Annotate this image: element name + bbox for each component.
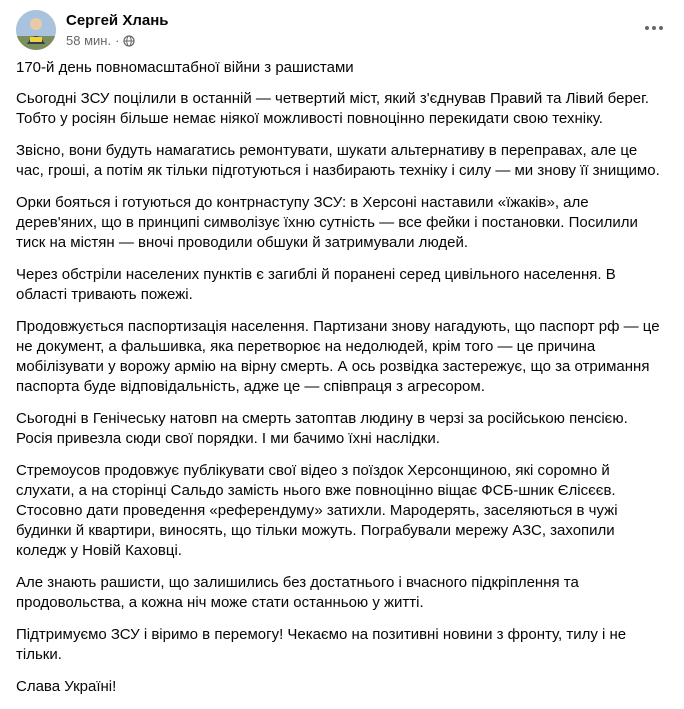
author-name[interactable]: Сергей Хлань (66, 12, 169, 29)
post-paragraph: Звісно, вони будуть намагатись ремонтувати, шукати альтернативу в переправах, але це час, гроші, а потім як тільки підготуються і назбирають техніку і силу — ми знову її знищимо. (16, 142, 660, 179)
post-paragraph: Слава Україні! (16, 678, 117, 695)
globe-icon[interactable] (123, 35, 135, 47)
post-paragraph: Сьогодні ЗСУ поцілили в останній — четвертий міст, який з'єднував Правий та Лівий берег. Тобто у росіян більше немає ніякої можливості повноцінно перекидати свою техніку. (16, 90, 649, 127)
post-meta (66, 33, 135, 48)
post-paragraph: Сьогодні в Генічеську натовп на смерть затоптав людину в черзі за російською пенсією. Росія привезла сюди свої порядки. І ми бачимо їхні наслідки. (16, 410, 628, 447)
post-paragraph: Орки бояться і готуються до контрнаступу ЗСУ: в Херсоні наставили «їжаків», але дерев'яних, що в принципі символізує їхню сутність — все фейки і постановки. Посилили тиск на містян — вночі проводили обшуки й затримували людей. (16, 194, 638, 251)
avatar-image (16, 10, 56, 50)
post-header (16, 10, 668, 52)
avatar[interactable] (16, 10, 56, 50)
more-horizontal-icon (644, 25, 664, 31)
post-options-button[interactable] (640, 14, 668, 42)
post-content (16, 58, 668, 709)
post-timestamp[interactable]: 58 мин. (66, 33, 112, 48)
post-paragraph: Через обстріли населених пунктів є загиблі й поранені серед цивільного населення. В області тривають пожежі. (16, 266, 616, 303)
post-paragraph: Стремоусов продовжує публікувати свої відео з поїздок Херсонщиною, які соромно й слухати, а на сторінці Сальдо замість нього вже повноцінно віщає ФСБ-шник Єлісєєв. Стосовно дати проведення «референдуму» затихли. Мародерять, заселяються в чужі будинки й квартири, виносять, що тільки можуть. Пограбували мережу АЗС, захопили коледж у Новій Каховці. (16, 462, 618, 559)
post-paragraph-title: 170-й день повномасштабної війни з рашистами (16, 59, 354, 76)
meta-separator: · (115, 33, 120, 48)
post-paragraph: Підтримуємо ЗСУ і віримо в перемогу! Чекаємо на позитивні новини з фронту, тилу і не тільки. (16, 626, 627, 663)
post-paragraph: Але знають рашисти, що залишились без достатнього і вчасного підкріплення та продовольства, а кожна ніч може стати останньою у житті. (16, 574, 579, 611)
post-paragraph: Продовжується паспортизація населення. Партизани знову нагадують, що паспорт рф — це не документ, а фальшивка, яка перетворює на недолюдей, крім того — це причина мобілізувати у ворожу армію на вірну смерть. А ось розвідка застережує, що за отримання паспорта буде відповідальність, адже це — співпраця з агресором. (16, 318, 660, 395)
